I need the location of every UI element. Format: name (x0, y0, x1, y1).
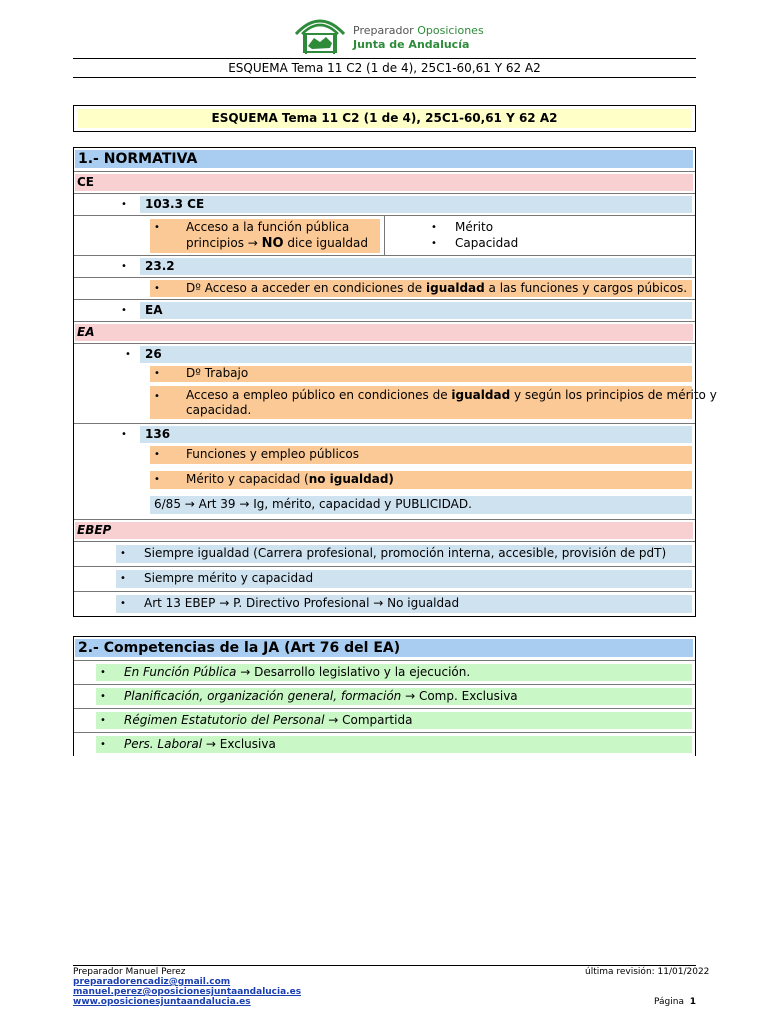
footer-rule (73, 965, 696, 966)
section-heading: 1.- NORMATIVA (78, 151, 198, 167)
web-link[interactable]: www.oposicionesjuntaandalucia.es (73, 997, 251, 1007)
list-item (74, 684, 695, 708)
header-doc-title: ESQUEMA Tema 11 C2 (1 de 4), 25C1-60,61 Y 62 A2 (228, 61, 541, 75)
list-text: 6/85 → Art 39 → Ig, mérito, capacidad y PUBLICIDAD. (154, 497, 472, 511)
bullet-icon: • (120, 598, 126, 609)
bullet-icon: • (125, 349, 131, 360)
section-heading-row (74, 637, 695, 660)
footer-revision: última revisión: 11/01/2022 (585, 967, 710, 977)
logo-line1: Preparador Oposiciones (353, 24, 484, 37)
bullet-icon: • (100, 739, 106, 750)
section-competencias (73, 636, 696, 756)
logo-line2: Junta de Andalucía (353, 38, 470, 51)
email-link[interactable]: preparadorencadiz@gmail.com (73, 977, 231, 987)
group-label-text: CE (77, 175, 95, 189)
bullet-icon: • (154, 391, 160, 402)
list-text: Siempre mérito y capacidad (144, 571, 314, 585)
bullet-icon: • (120, 548, 126, 559)
group-label-text: EA (77, 325, 95, 339)
list-item (74, 255, 695, 277)
section-normativa (73, 147, 717, 617)
list-item (74, 343, 695, 365)
bullet-icon: • (121, 429, 127, 440)
bullet-icon: • (121, 199, 127, 210)
list-text: Art 13 EBEP → P. Directivo Profesional → No igualdad (144, 596, 460, 610)
bullet-icon: • (100, 715, 106, 726)
bullet-icon: • (154, 283, 160, 294)
bullet-icon: • (120, 573, 126, 584)
email-link[interactable]: manuel.perez@oposicionesjuntaandalucia.es (73, 987, 302, 997)
bullet-icon: • (431, 222, 437, 233)
bullet-icon: • (100, 667, 106, 678)
list-text: Mérito (455, 220, 494, 234)
logo-emblem-icon (290, 12, 350, 58)
title-box (73, 105, 696, 132)
list-text: Acceso a la función pública (186, 220, 350, 234)
bullet-icon: • (121, 305, 127, 316)
group-label-ebep (74, 519, 695, 541)
list-text: Dº Acceso a acceder en condiciones de igualdad a las funciones y cargos púbicos. (186, 281, 688, 295)
group-label-ce (74, 171, 695, 193)
list-item (74, 277, 695, 299)
list-item (74, 566, 695, 591)
list-text: Pers. Laboral → Exclusiva (124, 737, 276, 751)
section-heading-row (74, 148, 695, 171)
list-text: Funciones y empleo públicos (186, 447, 359, 461)
list-text: Régimen Estatutorio del Personal → Compartida (124, 713, 413, 727)
group-label-ea (74, 321, 695, 343)
list-item (74, 541, 695, 566)
list-text: capacidad. (186, 403, 252, 417)
bullet-icon: • (154, 368, 160, 379)
footer-email1[interactable] (73, 977, 230, 987)
list-text: Dº Trabajo (186, 366, 249, 380)
list-text: Acceso a empleo público en condiciones de igualdad y según los principios de mérito y (186, 388, 717, 402)
list-item (74, 215, 695, 255)
list-item-group (74, 445, 695, 519)
list-item (74, 708, 695, 732)
bullet-icon: • (431, 238, 437, 249)
list-item (74, 732, 695, 756)
section-heading: 2.- Competencias de la JA (Art 76 del EA) (78, 640, 401, 656)
list-item (74, 299, 695, 321)
list-text: Siempre igualdad (Carrera profesional, promoción interna, accesible, provisión de pdT) (144, 546, 667, 560)
article-label: EA (145, 303, 163, 317)
article-label: 26 (145, 347, 162, 361)
bullet-icon: • (154, 474, 160, 485)
bullet-icon: • (154, 222, 160, 233)
bullet-icon: • (100, 691, 106, 702)
article-label: 103.3 CE (145, 197, 205, 211)
article-label: 136 (145, 427, 171, 441)
header-rule-bottom (73, 77, 696, 78)
list-text: principios → NO dice igualdad (186, 236, 368, 251)
footer-page: Página 1 (654, 997, 696, 1007)
logo (290, 12, 490, 58)
list-text: En Función Pública → Desarrollo legislativo y la ejecución. (124, 665, 471, 679)
footer-web[interactable] (73, 997, 251, 1007)
footer-email2[interactable] (73, 987, 301, 997)
list-text: Capacidad (455, 236, 519, 250)
list-item (74, 591, 695, 616)
footer-author: Preparador Manuel Perez (73, 967, 186, 977)
group-label-text: EBEP (77, 523, 112, 537)
header-rule-top (73, 58, 696, 59)
list-item (74, 423, 695, 445)
list-text: Mérito y capacidad (no igualdad) (186, 472, 394, 486)
article-label: 23.2 (145, 259, 175, 273)
list-item-group (74, 365, 717, 423)
list-item (74, 193, 695, 215)
title-box-text: ESQUEMA Tema 11 C2 (1 de 4), 25C1-60,61 Y 62 A2 (78, 109, 691, 128)
list-text: Planificación, organización general, formación → Comp. Exclusiva (124, 689, 518, 703)
list-item (74, 660, 695, 684)
bullet-icon: • (121, 261, 127, 272)
bullet-icon: • (154, 449, 160, 460)
